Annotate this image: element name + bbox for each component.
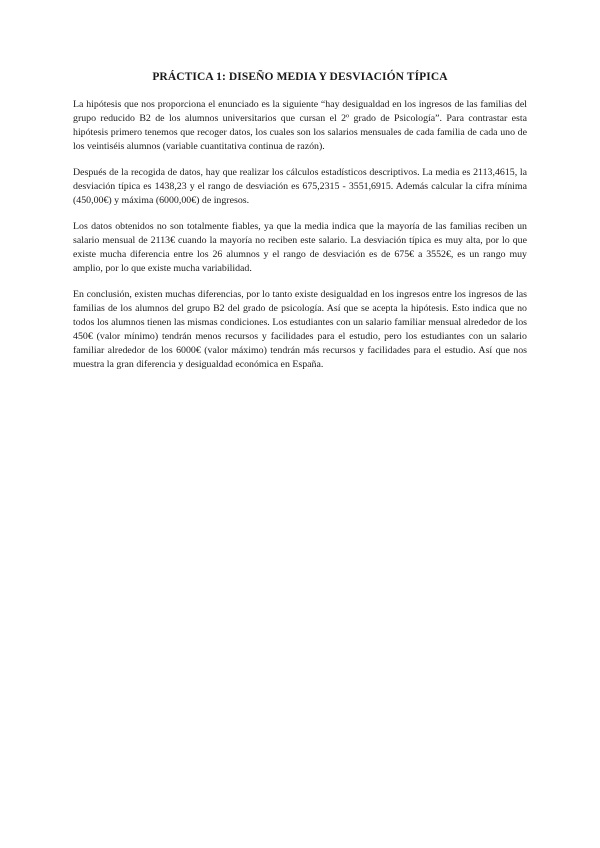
paragraph-statistics: Después de la recogida de datos, hay que realizar los cálculos estadísticos descriptivos. La media es 2113,4615, la desviación típica es 1438,23 y el rango de desviación es 675,2315 - 3551,6915. Además calcular la cifra mínima (450,00€) y máxima (6000,00€) de ingresos. xyxy=(73,167,527,206)
paragraph-hypothesis: La hipótesis que nos proporciona el enunciado es la siguiente “hay desigualdad en los ingresos de las familias del grupo reducido B2 de los alumnos universitarios que cursan el 2º grado de Psicología”. Para contrastar esta hipótesis primero tenemos que recoger datos, los cuales son los salarios mensuales de cada familia de cada uno de los veintiséis alumnos (variable cuantitativa continua de razón). xyxy=(73,99,527,152)
paragraph-reliability: Los datos obtenidos no son totalmente fiables, ya que la media indica que la mayoría de las familias reciben un salario mensual de 2113€ cuando la mayoría no reciben este salario. La desviación típica es muy alta, por lo que existe mucha diferencia entre los 26 alumnos y el rango de desviación es de 675€ a 3552€, es un rango muy amplio, por lo que existe mucha variabilidad. xyxy=(73,221,527,274)
document-body xyxy=(73,70,527,384)
document-title: PRÁCTICA 1: DISEÑO MEDIA Y DESVIACIÓN TÍPICA xyxy=(152,71,448,83)
paragraph-conclusion: En conclusión, existen muchas diferencias, por lo tanto existe desigualdad en los ingresos entre los ingresos de las familias de los alumnos del grupo B2 del grado de psicología. Así que se acepta la hipótesis. Esto indica que no todos los alumnos tienen las mismas condiciones. Los estudiantes con un salario familiar mensual alrededor de los 450€ (valor mínimo) tendrán menos recursos y facilidades para el estudio, pero los estudiantes con un salario familiar alrededor de los 6000€ (valor máximo) tendrán más recursos y facilidades para el estudio. Así que nos muestra la gran diferencia y desigualdad económica en España. xyxy=(73,289,527,370)
